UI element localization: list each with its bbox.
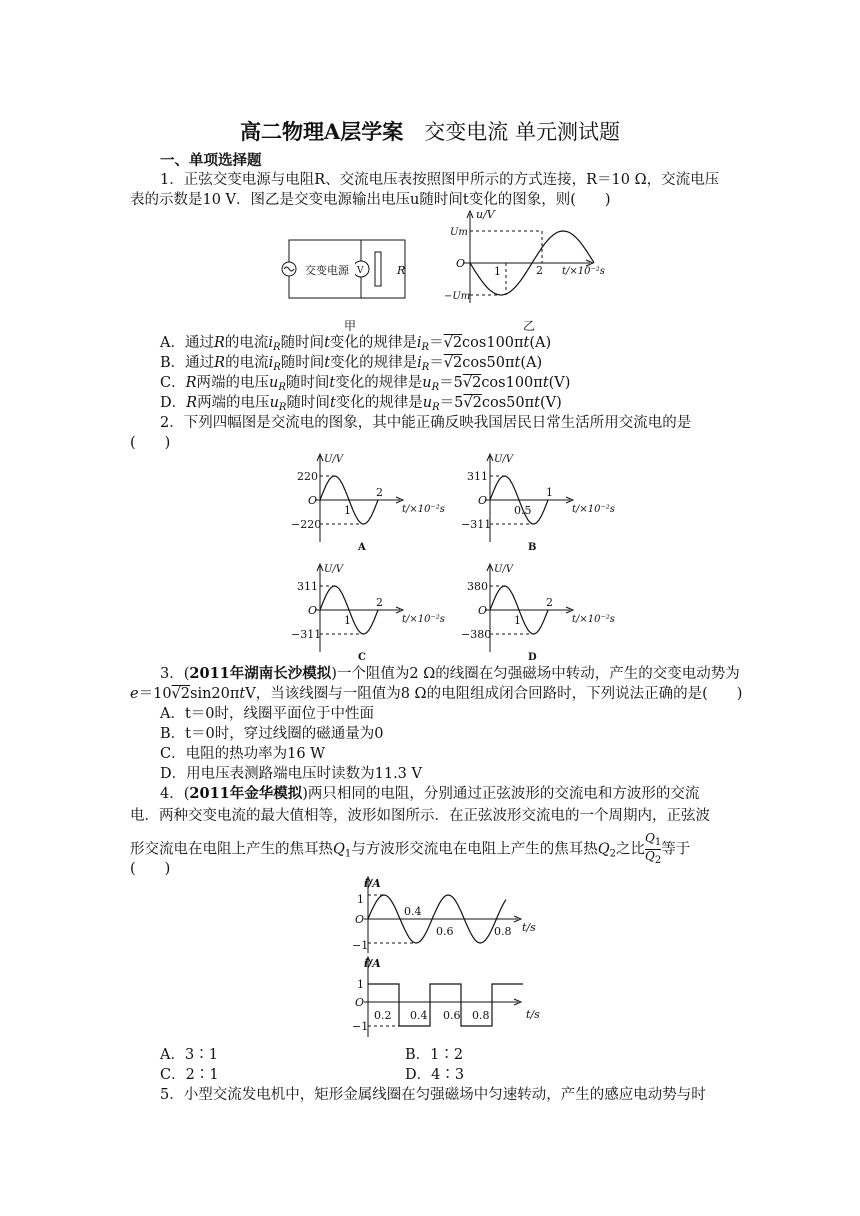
q4-line3: 形交流电在电阻上产生的焦耳热$Q_1$与方波形交流电在电阻上产生的焦耳热$Q_2$之比 $\frac{Q_1}{Q_2}$ 等于: [130, 831, 691, 866]
q1-graph-tick2: 2: [536, 264, 543, 277]
q3-line2: e＝10√2sin20πtV，当该线圈与一阻值为8 Ω的电阻组成闭合回路时，下列说法正确的是( ): [130, 686, 743, 702]
q2-graph-label: A: [358, 542, 366, 553]
q4-g1-origin: O: [355, 913, 365, 926]
q2-ylabel: U/V: [324, 454, 344, 465]
q4-line1: 4．(2011年金华模拟)两只相同的电阻，分别通过正弦波形的交流电和方波形的交流: [160, 785, 700, 802]
q4-option-c: C．2∶1: [160, 1067, 219, 1083]
q2-tick2: 2: [376, 596, 383, 609]
q4-g2-top: 1: [357, 978, 364, 991]
q5-line1: 5．小型交流发电机中，矩形金属线圈在匀强磁场中匀速转动，产生的感应电动势与时: [160, 1087, 706, 1103]
q2-tick2: 2: [546, 596, 553, 609]
circuit-source-label: 交变电源: [305, 264, 349, 277]
q1-voltage-graph: [440, 208, 620, 308]
label-yi: 乙: [523, 319, 536, 333]
q3-option-d: D．用电压表测路端电压时读数为11.3 V: [160, 766, 422, 782]
q2-tick1: 1: [344, 504, 351, 517]
q2-origin: O: [308, 604, 318, 617]
q4-g2-tick1: 0.2: [374, 1009, 392, 1022]
q1-graph-origin: O: [456, 257, 466, 270]
q2-top-value: 220: [297, 470, 318, 483]
q2-graph-label: C: [358, 652, 366, 663]
q4-sine-graph: [340, 875, 550, 955]
q1-line1: 1．正弦交变电源与电阻R、交流电压表按照图甲所示的方式连接，R＝10 Ω，交流电压: [160, 172, 720, 188]
q4-line2: 电．两种交变电流的最大值相等，波形如图所示．在正弦波形交流电的一个周期内，正弦波: [130, 808, 710, 824]
q3-option-a: A．t＝0时，线圈平面位于中性面: [160, 706, 375, 722]
circuit-r-label: R: [397, 264, 406, 277]
q2-origin: O: [478, 494, 488, 507]
q2-graph-label: D: [528, 652, 537, 663]
q1-graph-xlabel: t/×10⁻²s: [562, 266, 605, 277]
q2-tick2: 2: [376, 486, 383, 499]
q2-xlabel: t/×10⁻²s: [402, 504, 445, 515]
q4-g2-ylabel: i/A: [364, 957, 381, 970]
q2-bottom-value: −311: [461, 518, 492, 531]
title-main: 高二物理A层学案: [240, 119, 404, 144]
q1-line2: 表的示数是10 V．图乙是交变电源输出电压u随时间t变化的图象，则( ): [130, 192, 611, 208]
q2-bottom-value: −380: [461, 628, 492, 641]
q3-option-b: B．t＝0时，穿过线圈的磁通量为0: [160, 726, 384, 742]
q3-option-c: C．电阻的热功率为16 W: [160, 746, 326, 762]
q2-tick2: 1: [546, 486, 553, 499]
q2-graph-a: [285, 450, 445, 553]
q2-graph-b: [455, 450, 615, 553]
q3-line1: 3．(2011年湖南长沙模拟)一个阻值为2 Ω的线圈在匀强磁场中转动，产生的交变电动势为: [160, 665, 740, 682]
q4-g2-tick3: 0.6: [443, 1009, 461, 1022]
page-title: [0, 116, 860, 146]
q2-graph-d: [455, 560, 615, 663]
q1-option-a: A．通过R的电流$i_R$随时间t变化的规律是$i_R=√2\cos 100\pi t(A)$: [160, 335, 552, 353]
q1-option-b: B．通过R的电流$i_R$随时间t变化的规律是$i_R=√2\cos 50\pi t(A)$: [160, 355, 543, 373]
q2-line1: 2．下列四幅图是交流电的图象，其中能正确反映我国居民日常生活所用交流电的是: [160, 415, 692, 431]
q4-g2-tick2: 0.4: [410, 1009, 428, 1022]
q1-option-c: C．R两端的电压$u_R$随时间t变化的规律是$u_R=5√2\cos 100\pi t(V)$: [160, 375, 571, 393]
q2-tick1: 1: [344, 614, 351, 627]
q2-origin: O: [478, 604, 488, 617]
q2-bottom-value: −311: [291, 628, 322, 641]
circuit-voltmeter-label: V: [357, 266, 364, 276]
q2-graph-label: B: [528, 542, 537, 553]
q1-option-d: D．R两端的电压$u_R$随时间t变化的规律是$u_R=5√2\cos 50\pi t(V)$: [160, 395, 562, 413]
q2-bottom-value: −220: [291, 518, 322, 531]
q4-g1-tick1: 0.4: [404, 905, 422, 918]
q1-circuit-diagram: [275, 232, 415, 302]
q2-origin: O: [308, 494, 318, 507]
q4-g2-origin: O: [355, 996, 365, 1009]
q4-square-graph: [340, 955, 550, 1040]
q2-ylabel: U/V: [494, 564, 514, 575]
q4-g2-xlabel: t/s: [526, 1008, 540, 1021]
q2-xlabel: t/×10⁻²s: [572, 504, 615, 515]
q4-option-a: A．3∶1: [160, 1047, 218, 1063]
q2-tick1: 0.5: [514, 504, 532, 517]
q4-g1-tick3: 0.8: [494, 925, 512, 938]
q2-line2: ( ): [130, 435, 171, 451]
q2-top-value: 380: [467, 580, 488, 593]
q4-g1-ylabel: i/A: [364, 877, 381, 890]
q1-graph-ymin: −Um: [444, 291, 471, 302]
q2-tick1: 1: [514, 614, 521, 627]
q2-graph-c: [285, 560, 445, 663]
q4-g2-tick4: 0.8: [472, 1009, 490, 1022]
q2-top-value: 311: [467, 470, 488, 483]
q4-g1-xlabel: t/s: [522, 921, 536, 934]
q4-g1-top: 1: [357, 893, 364, 906]
q1-graph-ylabel: u/V: [476, 208, 495, 221]
q2-xlabel: t/×10⁻²s: [402, 614, 445, 625]
q2-ylabel: U/V: [494, 454, 514, 465]
q4-fraction: $\frac{Q_1}{Q_2}$: [645, 831, 662, 866]
q4-g2-bottom: −1: [352, 1020, 369, 1033]
q2-top-value: 311: [297, 580, 318, 593]
q2-ylabel: U/V: [324, 564, 344, 575]
section-heading: 一、单项选择题: [160, 152, 262, 169]
q4-g1-bottom: −1: [352, 939, 369, 952]
q4-line4: ( ): [130, 861, 171, 877]
title-sub: 交变电流 单元测试题: [424, 120, 620, 144]
label-jia: 甲: [344, 319, 357, 333]
q2-xlabel: t/×10⁻²s: [572, 614, 615, 625]
q1-graph-tick1: 1: [494, 265, 501, 278]
q4-g1-tick2: 0.6: [436, 925, 454, 938]
q4-option-d: D．4∶3: [405, 1067, 465, 1083]
q1-graph-ymax: Um: [450, 227, 468, 238]
q4-option-b: B．1∶2: [405, 1047, 464, 1063]
